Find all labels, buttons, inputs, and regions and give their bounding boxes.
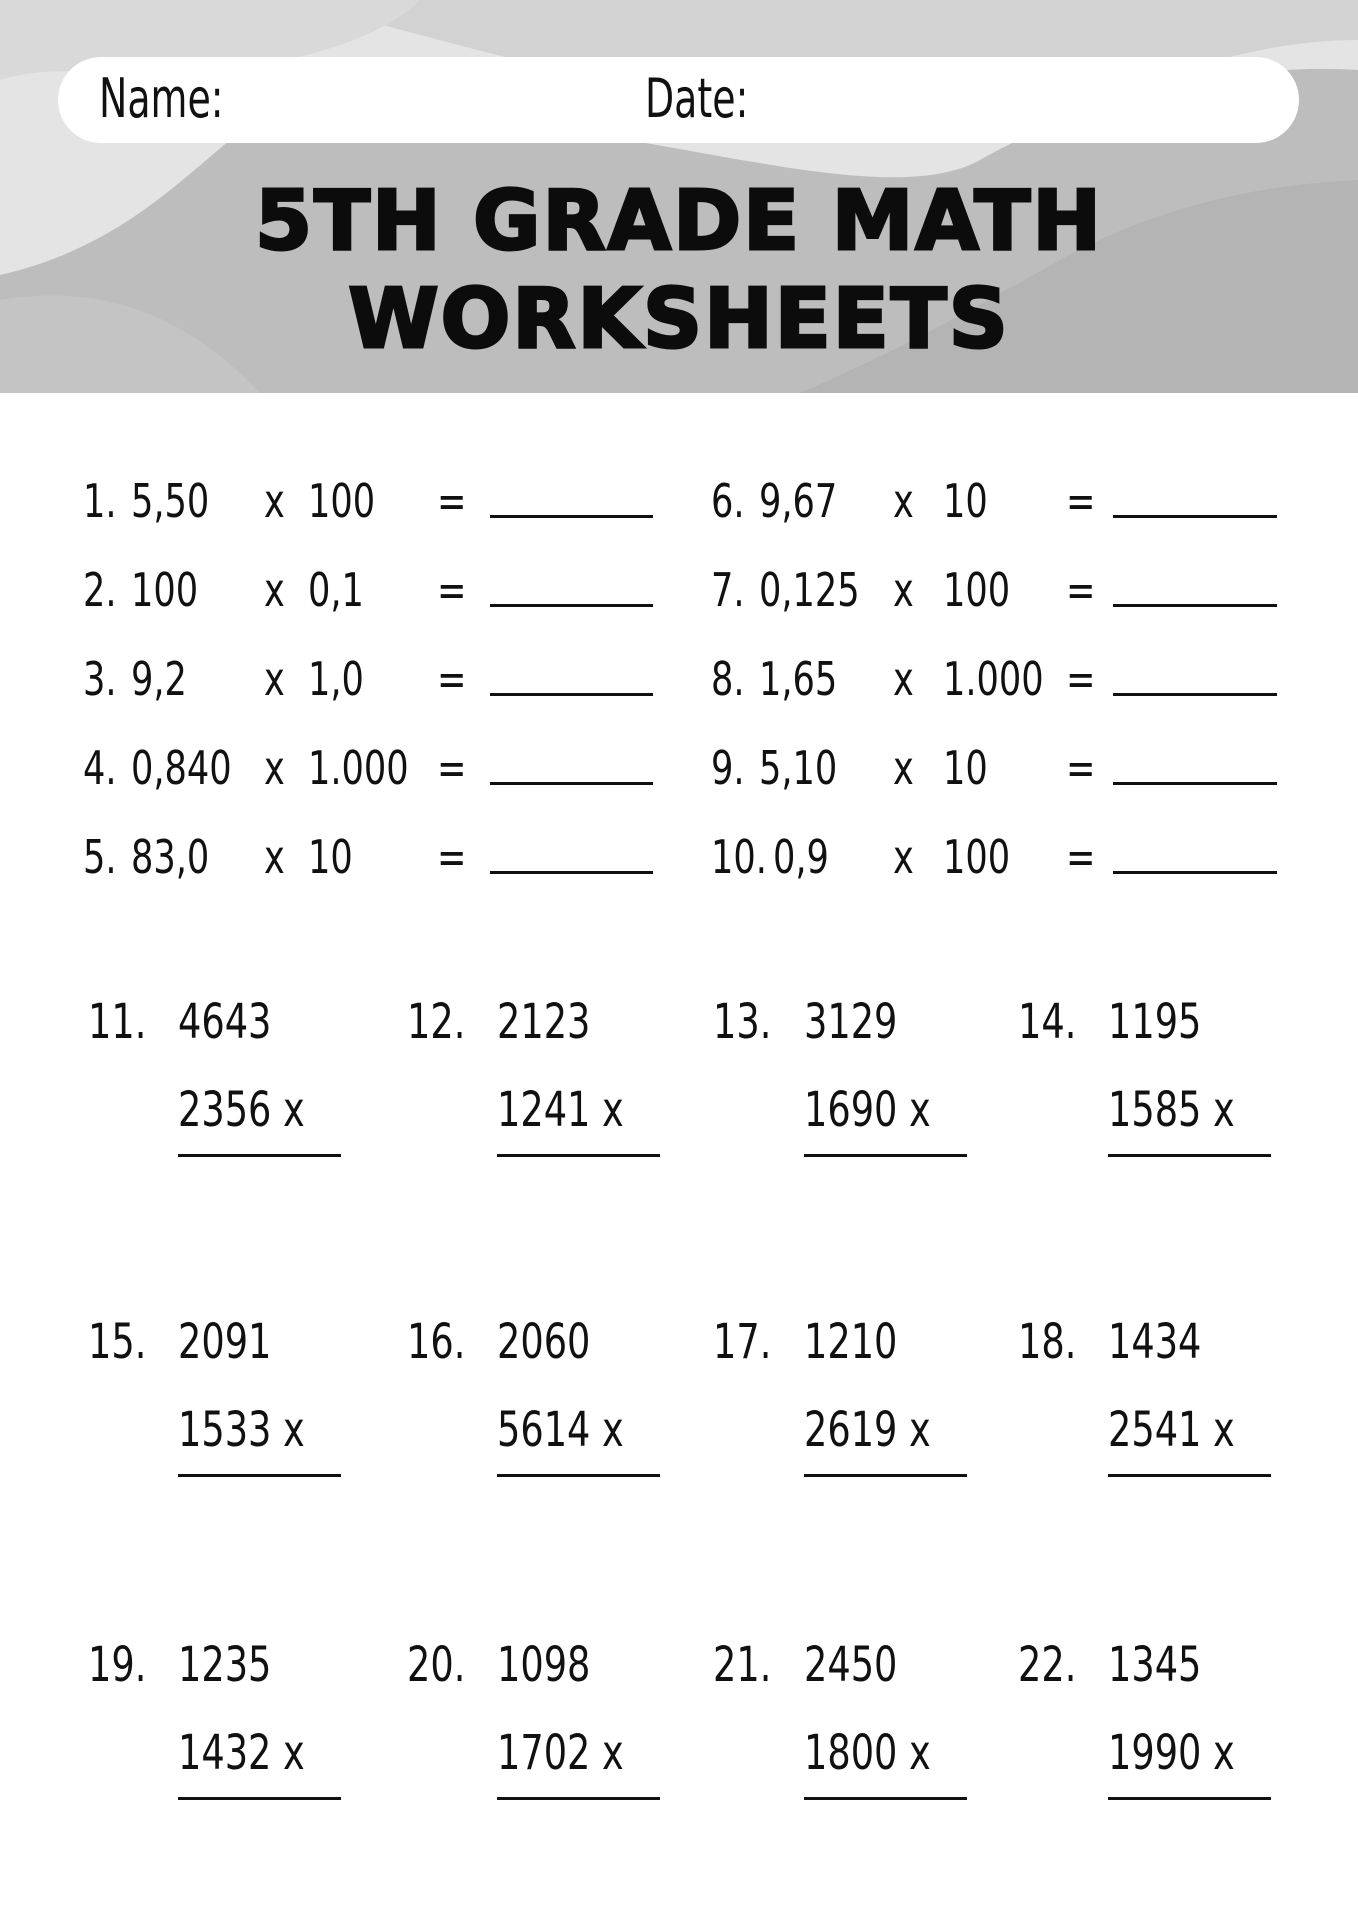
- equals-sign: =: [1066, 652, 1096, 706]
- multiplication-problem-12: [407, 992, 707, 1192]
- bottom-number: 1800 x: [804, 1725, 931, 1781]
- top-number: 1345: [1108, 1637, 1202, 1693]
- decimal-problem-4: [83, 738, 663, 798]
- bottom-number: 2619 x: [804, 1402, 931, 1458]
- answer-line[interactable]: [1108, 1154, 1271, 1157]
- multiplication-problem-11: [88, 992, 388, 1192]
- problem-number: 19.: [88, 1637, 147, 1693]
- equals-sign: =: [437, 563, 467, 617]
- problem-number: 15.: [88, 1314, 147, 1370]
- bottom-number: 5614 x: [497, 1402, 624, 1458]
- top-number: 2450: [804, 1637, 898, 1693]
- problem-number: 10.: [711, 830, 767, 884]
- top-number: 1195: [1108, 994, 1202, 1050]
- decimal-problem-5: [83, 827, 663, 887]
- operand-a: 9,2: [131, 652, 187, 706]
- problem-number: 21.: [713, 1637, 772, 1693]
- bottom-number: 1241 x: [497, 1082, 624, 1138]
- top-number: 2123: [497, 994, 591, 1050]
- answer-blank[interactable]: [1113, 604, 1277, 607]
- equals-sign: =: [437, 474, 467, 528]
- answer-line[interactable]: [497, 1797, 660, 1800]
- answer-blank[interactable]: [490, 604, 653, 607]
- problem-number: 9.: [711, 741, 745, 795]
- page-title-line1: 5TH GRADE MATH: [255, 174, 1103, 269]
- problem-number: 8.: [711, 652, 745, 706]
- date-label: Date:: [645, 67, 749, 130]
- times-sign: x: [893, 474, 914, 528]
- answer-blank[interactable]: [490, 515, 653, 518]
- answer-blank[interactable]: [1113, 782, 1277, 785]
- bottom-number: 1690 x: [804, 1082, 931, 1138]
- problem-number: 22.: [1018, 1637, 1077, 1693]
- name-date-bar: [58, 57, 1299, 143]
- decimal-problem-7: [711, 560, 1291, 620]
- equals-sign: =: [1066, 563, 1096, 617]
- equals-sign: =: [437, 830, 467, 884]
- answer-line[interactable]: [178, 1797, 341, 1800]
- times-sign: x: [264, 830, 285, 884]
- problem-number: 16.: [407, 1314, 466, 1370]
- bottom-number: 2356 x: [178, 1082, 305, 1138]
- operand-a: 5,10: [759, 741, 838, 795]
- problem-number: 12.: [407, 994, 466, 1050]
- operand-b: 0,1: [308, 563, 364, 617]
- operand-b: 1,0: [308, 652, 364, 706]
- operand-b: 100: [308, 474, 376, 528]
- bottom-number: 2541 x: [1108, 1402, 1235, 1458]
- times-sign: x: [893, 563, 914, 617]
- multiplication-problem-20: [407, 1635, 707, 1835]
- decimal-problem-2: [83, 560, 663, 620]
- operand-b: 10: [943, 741, 988, 795]
- equals-sign: =: [1066, 741, 1096, 795]
- problem-number: 5.: [83, 830, 117, 884]
- problem-number: 2.: [83, 563, 117, 617]
- problem-number: 14.: [1018, 994, 1077, 1050]
- answer-line[interactable]: [497, 1474, 660, 1477]
- answer-blank[interactable]: [1113, 515, 1277, 518]
- multiplication-problem-18: [1018, 1312, 1318, 1512]
- top-number: 4643: [178, 994, 272, 1050]
- top-number: 2060: [497, 1314, 591, 1370]
- problem-number: 3.: [83, 652, 117, 706]
- operand-a: 0,125: [759, 563, 860, 617]
- bottom-number: 1702 x: [497, 1725, 624, 1781]
- answer-line[interactable]: [178, 1154, 341, 1157]
- answer-blank[interactable]: [1113, 871, 1277, 874]
- equals-sign: =: [1066, 830, 1096, 884]
- problem-number: 18.: [1018, 1314, 1077, 1370]
- answer-line[interactable]: [1108, 1797, 1271, 1800]
- operand-a: 0,840: [131, 741, 232, 795]
- top-number: 1210: [804, 1314, 898, 1370]
- bottom-number: 1585 x: [1108, 1082, 1235, 1138]
- operand-b: 100: [943, 830, 1011, 884]
- name-label: Name:: [99, 67, 224, 130]
- header-banner: [0, 0, 1358, 393]
- problem-number: 7.: [711, 563, 745, 617]
- top-number: 3129: [804, 994, 898, 1050]
- operand-a: 9,67: [759, 474, 838, 528]
- operand-b: 10: [308, 830, 353, 884]
- times-sign: x: [893, 741, 914, 795]
- top-number: 1235: [178, 1637, 272, 1693]
- problem-number: 20.: [407, 1637, 466, 1693]
- multiplication-problem-15: [88, 1312, 388, 1512]
- multiplication-problem-13: [713, 992, 1013, 1192]
- operand-b: 100: [943, 563, 1011, 617]
- answer-line[interactable]: [1108, 1474, 1271, 1477]
- top-number: 1434: [1108, 1314, 1202, 1370]
- bottom-number: 1432 x: [178, 1725, 305, 1781]
- multiplication-problem-21: [713, 1635, 1013, 1835]
- times-sign: x: [264, 474, 285, 528]
- answer-blank[interactable]: [490, 693, 653, 696]
- page-title-line2: WORKSHEETS: [348, 272, 1010, 367]
- decimal-problem-1: [83, 471, 663, 531]
- decimal-problem-3: [83, 649, 663, 709]
- times-sign: x: [893, 830, 914, 884]
- operand-a: 1,65: [759, 652, 838, 706]
- operand-a: 0,9: [773, 830, 829, 884]
- operand-a: 83,0: [131, 830, 210, 884]
- multiplication-problem-22: [1018, 1635, 1318, 1835]
- top-number: 1098: [497, 1637, 591, 1693]
- times-sign: x: [264, 563, 285, 617]
- equals-sign: =: [437, 652, 467, 706]
- operand-a: 100: [131, 563, 199, 617]
- answer-line[interactable]: [178, 1474, 341, 1477]
- operand-a: 5,50: [131, 474, 210, 528]
- answer-blank[interactable]: [490, 782, 653, 785]
- decimal-problem-10: [711, 827, 1291, 887]
- multiplication-problem-14: [1018, 992, 1318, 1192]
- multiplication-problem-16: [407, 1312, 707, 1512]
- operand-b: 1.000: [308, 741, 409, 795]
- problem-number: 17.: [713, 1314, 772, 1370]
- decimal-problem-6: [711, 471, 1291, 531]
- top-number: 2091: [178, 1314, 272, 1370]
- answer-blank[interactable]: [1113, 693, 1277, 696]
- decimal-problem-9: [711, 738, 1291, 798]
- operand-b: 10: [943, 474, 988, 528]
- answer-line[interactable]: [804, 1154, 967, 1157]
- times-sign: x: [893, 652, 914, 706]
- problem-number: 13.: [713, 994, 772, 1050]
- times-sign: x: [264, 652, 285, 706]
- answer-blank[interactable]: [490, 871, 653, 874]
- problem-number: 1.: [83, 474, 117, 528]
- bottom-number: 1533 x: [178, 1402, 305, 1458]
- equals-sign: =: [437, 741, 467, 795]
- problem-number: 4.: [83, 741, 117, 795]
- answer-line[interactable]: [804, 1797, 967, 1800]
- operand-b: 1.000: [943, 652, 1044, 706]
- answer-line[interactable]: [804, 1474, 967, 1477]
- multiplication-problem-19: [88, 1635, 388, 1835]
- times-sign: x: [264, 741, 285, 795]
- equals-sign: =: [1066, 474, 1096, 528]
- bottom-number: 1990 x: [1108, 1725, 1235, 1781]
- problem-number: 11.: [88, 994, 147, 1050]
- answer-line[interactable]: [497, 1154, 660, 1157]
- problem-number: 6.: [711, 474, 745, 528]
- decimal-problem-8: [711, 649, 1291, 709]
- multiplication-problem-17: [713, 1312, 1013, 1512]
